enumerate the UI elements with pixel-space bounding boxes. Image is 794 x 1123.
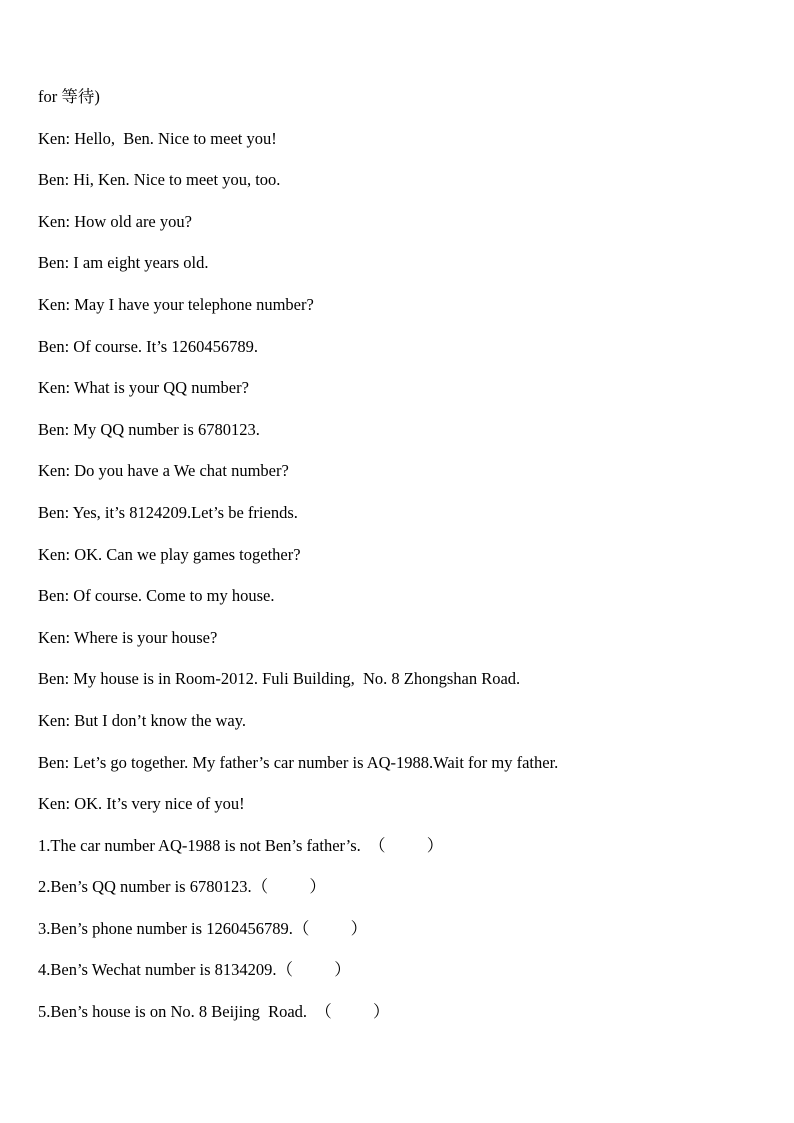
question-item: 1.The car number AQ-1988 is not Ben’s father’s. （ ） — [38, 835, 444, 855]
dialogue-line: Ben: Of course. Come to my house. — [38, 586, 275, 606]
text-fragment: for 等待) — [38, 87, 100, 106]
dialogue-line: Ken: But I don’t know the way. — [38, 710, 247, 730]
dialogue-line: Ben: Hi, Ken. Nice to meet you, too. — [38, 170, 281, 190]
dialogue-line: Ken: OK. Can we play games together? — [38, 544, 301, 564]
question-item: 3.Ben’s phone number is 1260456789.（ ） — [38, 918, 368, 938]
dialogue-line: Ben: Of course. It’s 1260456789. — [38, 336, 258, 356]
document-body — [38, 84, 758, 1041]
dialogue-line: Ben: Let’s go together. My father’s car number is AQ-1988.Wait for my father. — [38, 752, 559, 772]
dialogue-line: Ben: I am eight years old. — [38, 253, 209, 273]
question-item: 5.Ben’s house is on No. 8 Beijing Road. （ ） — [38, 1002, 390, 1022]
dialogue-line: Ken: May I have your telephone number? — [38, 294, 314, 314]
dialogue-line: Ken: OK. It’s very nice of you! — [38, 794, 245, 814]
dialogue-line: Ken: Do you have a We chat number? — [38, 461, 289, 481]
dialogue-line: Ken: Where is your house? — [38, 627, 218, 647]
dialogue-line: Ben: Yes, it’s 8124209.Let’s be friends. — [38, 502, 298, 522]
question-item: 4.Ben’s Wechat number is 8134209.（ ） — [38, 960, 351, 980]
dialogue-line: Ken: Hello, Ben. Nice to meet you! — [38, 128, 277, 148]
dialogue-line: Ben: My house is in Room-2012. Fuli Building, No. 8 Zhongshan Road. — [38, 669, 521, 689]
dialogue-line: Ken: How old are you? — [38, 211, 192, 231]
dialogue-line: Ken: What is your QQ number? — [38, 378, 249, 398]
question-item: 2.Ben’s QQ number is 6780123.（ ） — [38, 877, 326, 897]
dialogue-line: Ben: My QQ number is 6780123. — [38, 419, 260, 439]
